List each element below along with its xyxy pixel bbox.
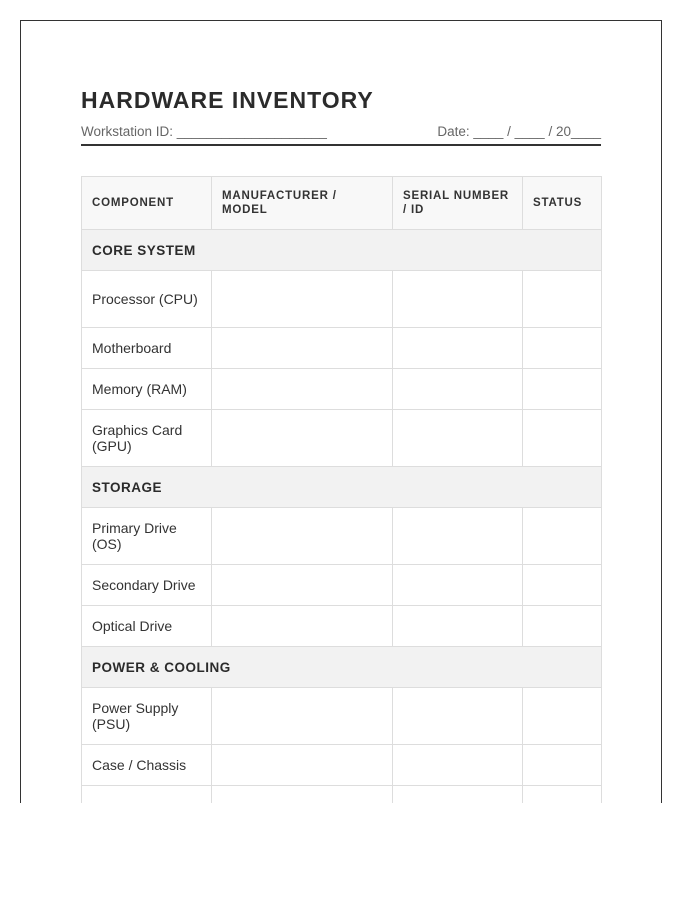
serial-number-cell[interactable] [393, 565, 523, 606]
status-cell[interactable] [523, 508, 602, 565]
component-name: Processor (CPU) [82, 271, 212, 328]
component-name: Secondary Drive [82, 565, 212, 606]
table-row [82, 565, 602, 606]
section-title: POWER & COOLING [82, 647, 602, 688]
serial-number-cell[interactable] [393, 786, 523, 804]
document-meta-row [81, 119, 601, 139]
table-row [82, 508, 602, 565]
component-name [82, 786, 212, 804]
serial-number-cell[interactable] [393, 410, 523, 467]
section-title: STORAGE [82, 467, 602, 508]
status-cell[interactable] [523, 328, 602, 369]
document-page [20, 20, 662, 803]
column-header-serial-number: SERIAL NUMBER / ID [393, 177, 523, 230]
manufacturer-model-cell[interactable] [212, 786, 393, 804]
status-cell[interactable] [523, 606, 602, 647]
manufacturer-model-cell[interactable] [212, 328, 393, 369]
workstation-id-field[interactable]: Workstation ID: ____________________ [81, 124, 327, 139]
section-row-core-system [82, 230, 602, 271]
status-cell[interactable] [523, 786, 602, 804]
serial-number-cell[interactable] [393, 328, 523, 369]
document-title: HARDWARE INVENTORY [81, 87, 374, 113]
component-name: Case / Chassis [82, 745, 212, 786]
manufacturer-model-cell[interactable] [212, 369, 393, 410]
table-row [82, 271, 602, 328]
title-divider [81, 144, 601, 146]
manufacturer-model-cell[interactable] [212, 688, 393, 745]
serial-number-cell[interactable] [393, 745, 523, 786]
table-header-row [82, 177, 602, 230]
status-cell[interactable] [523, 410, 602, 467]
manufacturer-model-cell[interactable] [212, 271, 393, 328]
serial-number-cell[interactable] [393, 606, 523, 647]
manufacturer-model-cell[interactable] [212, 508, 393, 565]
table-row [82, 786, 602, 804]
manufacturer-model-cell[interactable] [212, 745, 393, 786]
inventory-table [81, 176, 602, 803]
component-name: Graphics Card (GPU) [82, 410, 212, 467]
component-name: Power Supply (PSU) [82, 688, 212, 745]
table-row [82, 328, 602, 369]
manufacturer-model-cell[interactable] [212, 410, 393, 467]
serial-number-cell[interactable] [393, 688, 523, 745]
document-content [81, 87, 601, 803]
status-cell[interactable] [523, 369, 602, 410]
column-header-manufacturer-model: MANUFACTURER / MODEL [212, 177, 393, 230]
component-name: Memory (RAM) [82, 369, 212, 410]
date-field[interactable]: Date: ____ / ____ / 20____ [437, 124, 601, 139]
status-cell[interactable] [523, 688, 602, 745]
component-name: Primary Drive (OS) [82, 508, 212, 565]
manufacturer-model-cell[interactable] [212, 606, 393, 647]
section-row-power-cooling [82, 647, 602, 688]
manufacturer-model-cell[interactable] [212, 565, 393, 606]
serial-number-cell[interactable] [393, 369, 523, 410]
status-cell[interactable] [523, 271, 602, 328]
component-name: Motherboard [82, 328, 212, 369]
table-row [82, 606, 602, 647]
column-header-component: COMPONENT [82, 177, 212, 230]
table-row [82, 688, 602, 745]
serial-number-cell[interactable] [393, 508, 523, 565]
table-row [82, 410, 602, 467]
table-row [82, 745, 602, 786]
section-row-storage [82, 467, 602, 508]
column-header-status: STATUS [523, 177, 602, 230]
status-cell[interactable] [523, 745, 602, 786]
serial-number-cell[interactable] [393, 271, 523, 328]
component-name: Optical Drive [82, 606, 212, 647]
status-cell[interactable] [523, 565, 602, 606]
table-row [82, 369, 602, 410]
section-title: CORE SYSTEM [82, 230, 602, 271]
